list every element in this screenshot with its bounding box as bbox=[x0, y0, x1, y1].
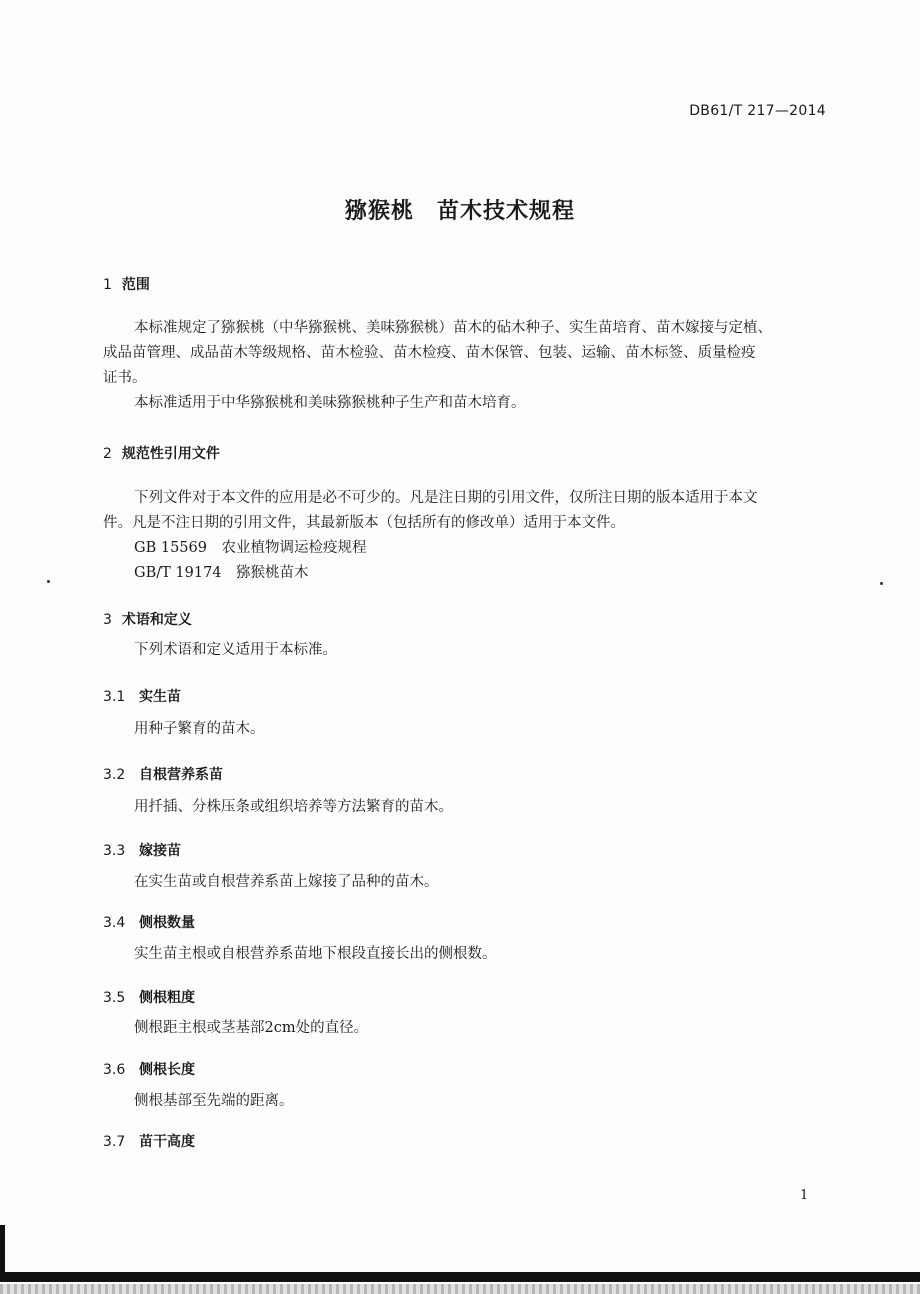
text-line: 用种子繁育的苗木。 bbox=[134, 721, 265, 737]
standard-code: DB61/T 217—2014 bbox=[689, 103, 826, 119]
text-line: 下列文件对于本文件的应用是必不可少的。凡是注日期的引用文件，仅所注日期的版本适用于本文 bbox=[134, 490, 758, 506]
reference-list bbox=[103, 536, 827, 586]
term-number: 3.6 bbox=[103, 1062, 126, 1078]
section-number: 3 bbox=[103, 612, 112, 628]
term-title: 侧根数量 bbox=[139, 915, 195, 931]
text-line: 实生苗主根或自根营养系苗地下根段直接长出的侧根数。 bbox=[134, 946, 497, 962]
section-1-heading bbox=[103, 274, 150, 294]
text-line: 在实生苗或自根营养系苗上嫁接了品种的苗木。 bbox=[134, 874, 439, 890]
term-3-2-heading bbox=[103, 764, 223, 784]
text-line: 侧根距主根或茎基部2cm处的直径。 bbox=[134, 1020, 369, 1036]
term-3-1-heading bbox=[103, 686, 181, 706]
text-line: 本标准规定了猕猴桃（中华猕猴桃、美味猕猴桃）苗木的砧木种子、实生苗培育、苗木嫁接与定植、 bbox=[134, 320, 772, 336]
text-line: 证书。 bbox=[103, 370, 147, 386]
term-number: 3.2 bbox=[103, 767, 126, 783]
section-1-paragraph-1 bbox=[103, 316, 827, 391]
section-number: 1 bbox=[103, 277, 112, 293]
section-2-paragraph-1 bbox=[103, 486, 827, 536]
term-number: 3.5 bbox=[103, 990, 126, 1006]
term-number: 3.3 bbox=[103, 843, 126, 859]
term-3-3-heading bbox=[103, 840, 181, 860]
section-title: 范围 bbox=[121, 277, 150, 293]
term-title: 苗干高度 bbox=[139, 1134, 195, 1150]
term-title: 实生苗 bbox=[139, 689, 181, 705]
scan-speck bbox=[880, 582, 883, 585]
term-title: 侧根粗度 bbox=[139, 990, 195, 1006]
reference-item: GB/T 19174 猕猴桃苗木 bbox=[134, 565, 309, 581]
section-2-heading bbox=[103, 443, 220, 463]
term-number: 3.4 bbox=[103, 915, 126, 931]
term-3-4-heading bbox=[103, 912, 195, 932]
term-3-4-definition bbox=[103, 942, 827, 967]
term-3-1-definition bbox=[103, 717, 827, 742]
term-3-6-heading bbox=[103, 1059, 195, 1079]
text-line: 用扦插、分株压条或组织培养等方法繁育的苗木。 bbox=[134, 799, 453, 815]
reference-item: GB 15569 农业植物调运检疫规程 bbox=[134, 540, 367, 556]
term-3-5-heading bbox=[103, 987, 195, 1007]
term-3-2-definition bbox=[103, 795, 827, 820]
term-title: 嫁接苗 bbox=[139, 843, 181, 859]
document-title: 猕猴桃 苗木技术规程 bbox=[344, 199, 575, 224]
section-3-intro bbox=[103, 638, 827, 663]
term-3-5-definition bbox=[103, 1016, 827, 1041]
term-3-3-definition bbox=[103, 870, 827, 895]
scan-edge-noise bbox=[0, 1284, 920, 1294]
section-3-heading bbox=[103, 609, 192, 629]
term-3-6-definition bbox=[103, 1089, 827, 1114]
scan-speck bbox=[47, 580, 50, 583]
term-title: 自根营养系苗 bbox=[139, 767, 223, 783]
page-number: 1 bbox=[800, 1188, 809, 1203]
term-number: 3.1 bbox=[103, 689, 126, 705]
scan-edge-bottom bbox=[0, 1272, 920, 1282]
term-title: 侧根长度 bbox=[139, 1062, 195, 1078]
section-title: 规范性引用文件 bbox=[121, 446, 220, 462]
text-line: 成品苗管理、成品苗木等级规格、苗木检验、苗木检疫、苗木保管、包装、运输、苗木标签、质量检疫 bbox=[103, 345, 756, 361]
scan-edge-left bbox=[0, 1225, 5, 1275]
text-line: 本标准适用于中华猕猴桃和美味猕猴桃种子生产和苗木培育。 bbox=[134, 395, 526, 411]
section-number: 2 bbox=[103, 446, 112, 462]
text-line: 下列术语和定义适用于本标准。 bbox=[134, 642, 337, 658]
term-number: 3.7 bbox=[103, 1134, 126, 1150]
term-3-7-heading bbox=[103, 1131, 195, 1151]
section-1-paragraph-2 bbox=[103, 391, 827, 416]
text-line: 件。凡是不注日期的引用文件，其最新版本（包括所有的修改单）适用于本文件。 bbox=[103, 515, 625, 531]
text-line: 侧根基部至先端的距离。 bbox=[134, 1093, 294, 1109]
section-title: 术语和定义 bbox=[121, 612, 192, 628]
